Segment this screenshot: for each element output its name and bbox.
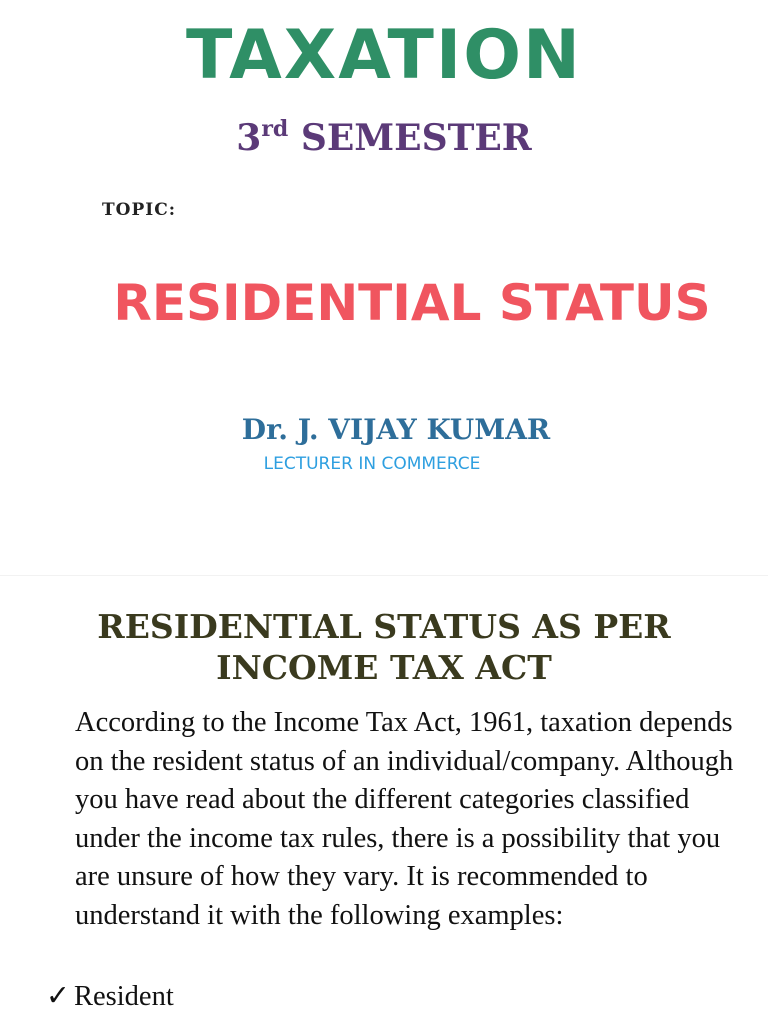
slide-divider bbox=[0, 575, 768, 576]
list-item-label: Resident bbox=[74, 981, 174, 1012]
semester-number: 3 bbox=[236, 117, 262, 159]
topic-title: RESIDENTIAL STATUS bbox=[113, 274, 711, 332]
semester-suffix: rd bbox=[261, 116, 289, 142]
section-heading-line-1: RESIDENTIAL STATUS AS PER bbox=[97, 607, 671, 646]
topic-label: TOPIC: bbox=[102, 200, 176, 220]
subject-title: TAXATION bbox=[186, 16, 582, 95]
semester-word: SEMESTER bbox=[288, 117, 532, 159]
section-heading bbox=[30, 606, 738, 688]
author-role: LECTURER IN COMMERCE bbox=[263, 454, 481, 474]
semester-label bbox=[0, 116, 768, 159]
section-heading-line-2: INCOME TAX ACT bbox=[216, 648, 552, 687]
body-paragraph: According to the Income Tax Act, 1961, taxation depends on the resident status of an individual/company. Although you have read about the different categories classified under the income tax rules, there is a possibility that you are unsure of how they vary. It is recommended to understand it with the following examples: bbox=[75, 707, 734, 931]
check-icon: ✓ bbox=[46, 981, 70, 1012]
list-item bbox=[46, 980, 174, 1014]
author-name: Dr. J. VIJAY KUMAR bbox=[241, 413, 551, 446]
